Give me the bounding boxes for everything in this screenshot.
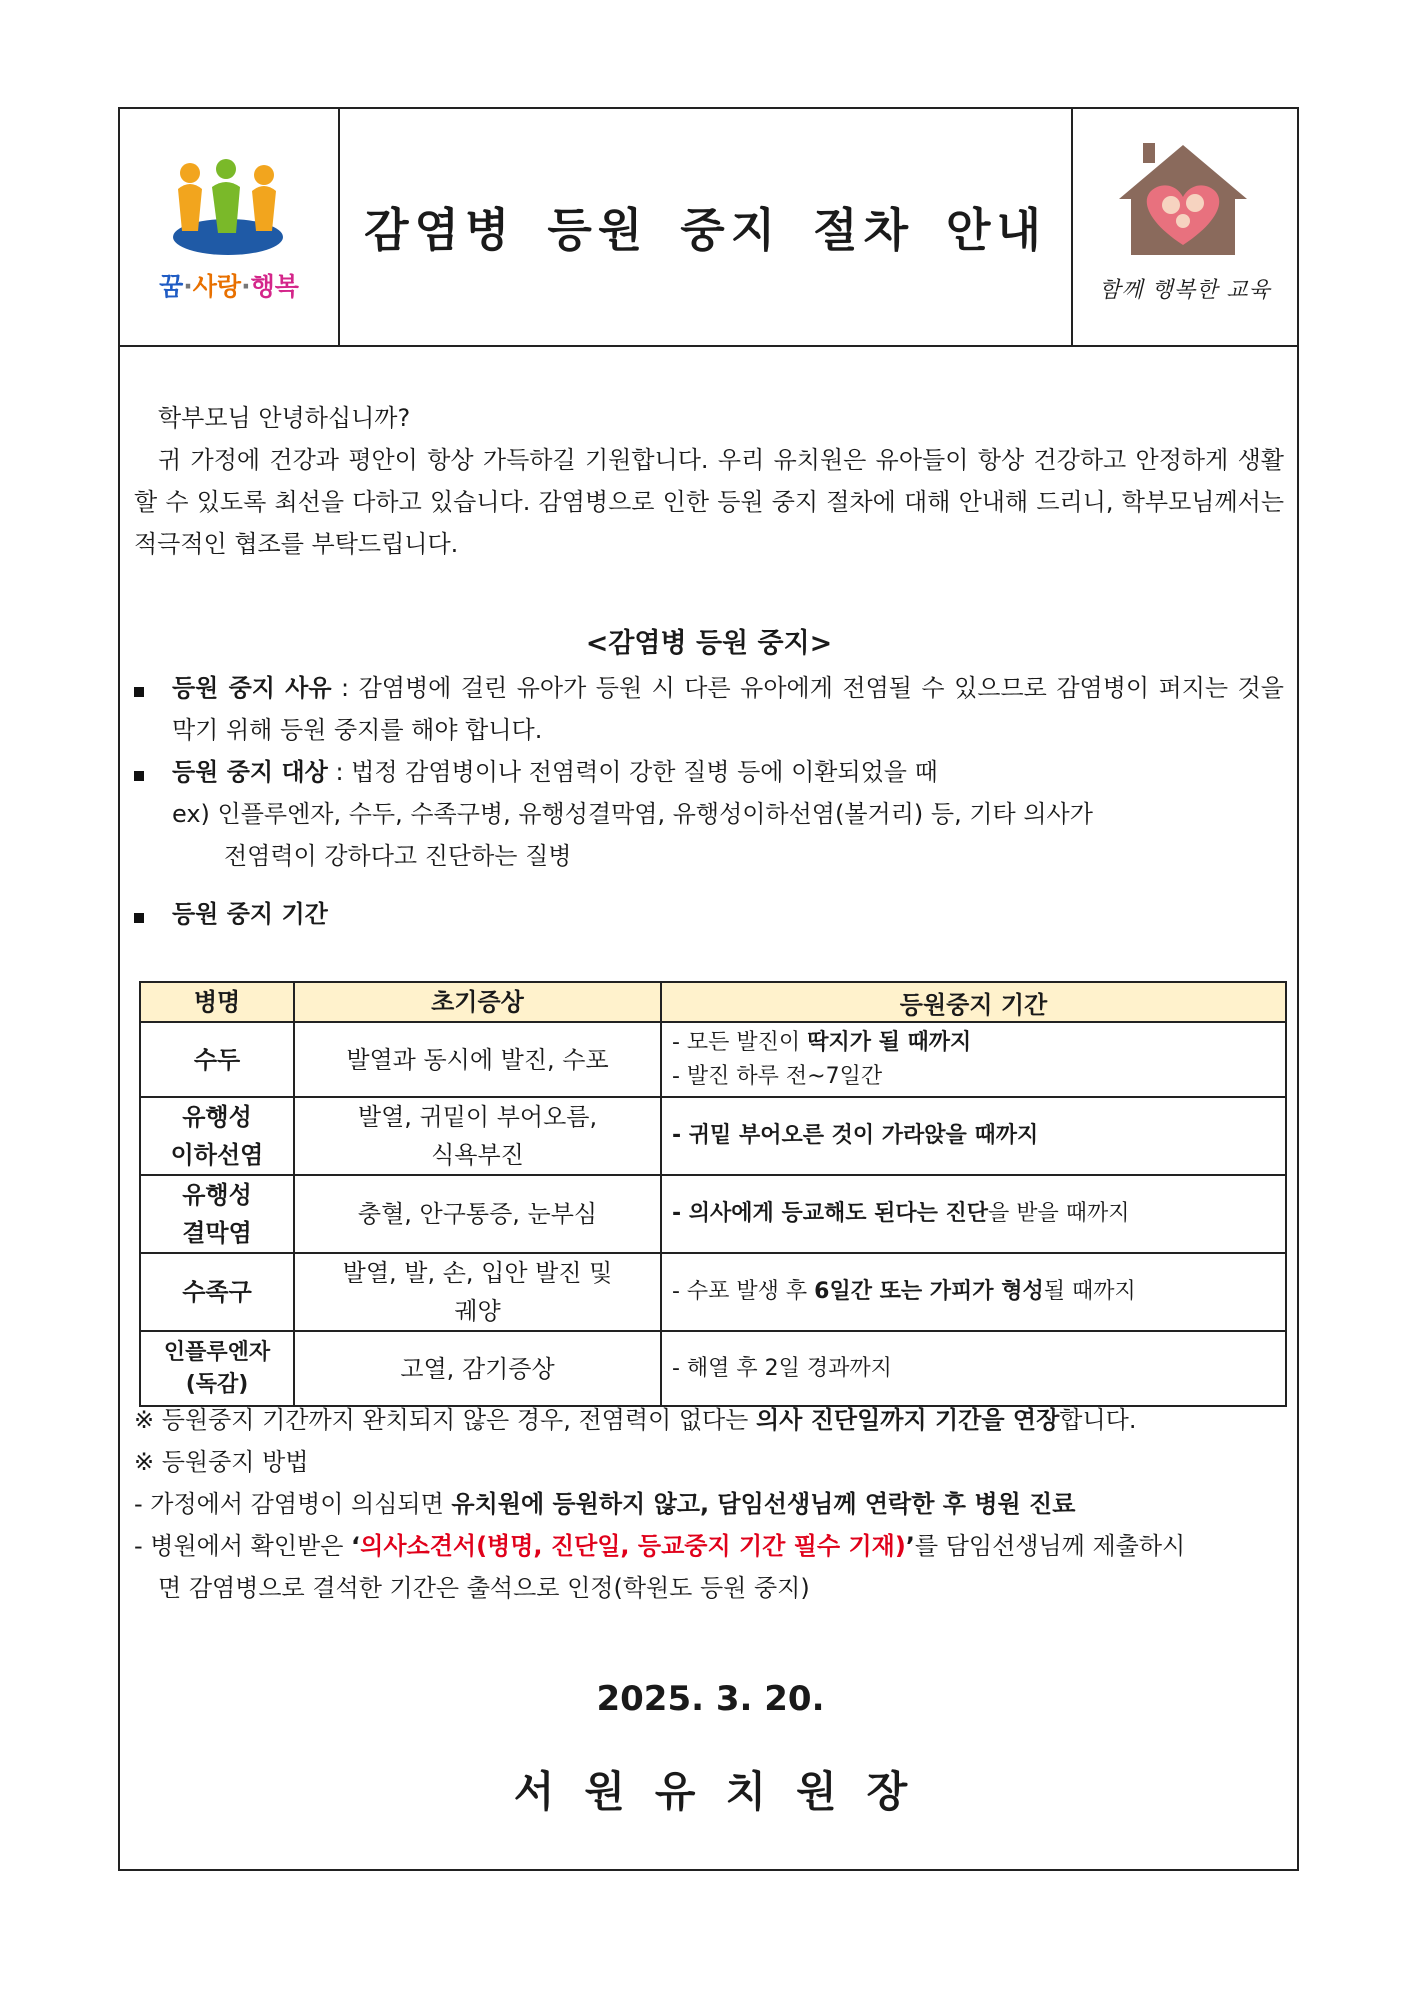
note-quote: ‘ (351, 1532, 361, 1560)
note-text: ※ 등원중지 기간까지 완치되지 않은 경우, 전염력이 없다는 (134, 1406, 756, 1434)
period-bold: - 의사에게 등교해도 된다는 진단 (672, 1201, 989, 1226)
table-row (140, 1331, 1286, 1406)
note-text: 합니다. (1059, 1406, 1137, 1434)
note-extension (134, 1399, 1284, 1441)
table-row (140, 1175, 1286, 1253)
table-header-row (140, 982, 1286, 1022)
note-text: - 가정에서 감염병이 의심되면 (134, 1490, 452, 1518)
page-title: 감염병 등원 중지 절차 안내 (364, 203, 1047, 257)
notes (134, 1399, 1284, 1609)
example-line-1: ex) 인플루엔자, 수두, 수족구병, 유행성결막염, 유행성이하선염(볼거리) 등, 기타 의사가 (172, 800, 1093, 828)
table-header-period: 등원중지 기간 (661, 982, 1286, 1022)
disease-cell: 수족구 (140, 1253, 294, 1331)
period-line (672, 1026, 1285, 1060)
disease-line: (독감) (185, 1371, 249, 1397)
intro-paragraph: 귀 가정에 건강과 평안이 항상 가득하길 기원합니다. 우리 유치원은 유아들이 항상 건강하고 안정하게 생활할 수 있도록 최선을 다하고 있습니다. 감염병으로 인한 등원 중지 절차에 대해 안내해 드리니, 학부모님께서는 적극적인 협조를 부탁드립니다. (134, 446, 1284, 558)
section-title: <감염병 등원 중지> (585, 628, 833, 659)
note-red-text: 의사소견서(병명, 진단일, 등교중지 기간 필수 기재) (360, 1532, 906, 1560)
disease-cell (140, 1175, 294, 1253)
disease-line: 유행성 (182, 1181, 252, 1209)
note-text: - 병원에서 확인받은 (134, 1532, 352, 1560)
symptom-line: 식욕부진 (431, 1141, 524, 1169)
period-bold: 6일간 또는 가피가 형성 (814, 1279, 1044, 1304)
symptom-cell (294, 1097, 661, 1175)
issue-date: 2025. 3. 20. (596, 1679, 825, 1719)
note-method-hospital (134, 1525, 1284, 1567)
period-cell (661, 1097, 1286, 1175)
family-house-icon (1113, 137, 1253, 266)
note-text: 를 담임선생님께 제출하시 (914, 1532, 1186, 1560)
disease-line: 유행성 (182, 1103, 252, 1131)
bullet-icon (134, 913, 148, 927)
motto-part-love: 사랑 (192, 272, 242, 301)
period-cell (661, 1022, 1286, 1097)
symptom-line: 발열, 발, 손, 입안 발진 및 (342, 1259, 613, 1287)
header-emblem-cell (1071, 109, 1297, 345)
target-item (172, 751, 1284, 793)
period-label-text: 등원 중지 기간 (172, 900, 328, 928)
table-header-symptom: 초기증상 (294, 982, 661, 1022)
header-logo-cell (120, 109, 340, 345)
note-method-hospital-cont: 면 감염병으로 결석한 기간은 출석으로 인정(학원도 등원 중지) (158, 1574, 810, 1602)
school-motto (120, 267, 338, 303)
greeting: 학부모님 안녕하십니까? (158, 404, 411, 432)
motto-dot: · (241, 272, 251, 301)
table-row (140, 1097, 1286, 1175)
period-cell: - 해열 후 2일 경과까지 (661, 1331, 1286, 1406)
disease-line: 이하선염 (170, 1141, 264, 1169)
disease-line: 인플루엔자 (163, 1339, 271, 1365)
slogan: 함께 행복한 교육 (1099, 278, 1271, 303)
period-cell (661, 1175, 1286, 1253)
motto-part-dream: 꿈 (159, 272, 184, 301)
symptom-cell: 고열, 감기증상 (294, 1331, 661, 1406)
target-text: : 법정 감염병이나 전염력이 강한 질병 등에 이환되었을 때 (327, 758, 938, 786)
note-bold: 유치원에 등원하지 않고, 담임선생님께 연락한 후 병원 진료 (451, 1490, 1076, 1518)
symptom-line: 궤양 (454, 1297, 501, 1325)
table-row (140, 1253, 1286, 1331)
symptom-cell: 발열과 동시에 발진, 수포 (294, 1022, 661, 1097)
disease-cell: 수두 (140, 1022, 294, 1097)
target-label: 등원 중지 대상 (172, 758, 328, 786)
signature: 서원유치원장 (513, 1767, 938, 1816)
note-quote: ’ (905, 1532, 915, 1560)
document-frame (118, 107, 1299, 1871)
table-row (140, 1022, 1286, 1097)
note-method-title: ※ 등원중지 방법 (134, 1448, 309, 1476)
symptom-cell: 충혈, 안구통증, 눈부심 (294, 1175, 661, 1253)
example-line-2: 전염력이 강하다고 진단하는 질병 (224, 842, 572, 870)
table-header-disease: 병명 (140, 982, 294, 1022)
period-bold: 딱지가 될 때까지 (807, 1029, 972, 1055)
disease-line: 결막염 (182, 1219, 252, 1247)
suspension-table (139, 981, 1287, 1407)
reason-item (172, 667, 1284, 751)
reason-text: : 감염병에 걸린 유아가 등원 시 다른 유아에게 전염될 수 있으므로 감염병이 퍼지는 것을 막기 위해 등원 중지를 해야 합니다. (172, 674, 1284, 744)
bullet-icon (134, 687, 148, 701)
period-line: - 발진 하루 전~7일간 (672, 1063, 883, 1089)
period-text: 을 받을 때까지 (988, 1201, 1130, 1226)
motto-dot: · (183, 272, 193, 301)
school-logo-icon (168, 159, 288, 268)
period-text: 될 때까지 (1043, 1279, 1136, 1304)
note-method-home (134, 1483, 1284, 1525)
period-bold: - 귀밑 부어오른 것이 가라앉을 때까지 (672, 1123, 1039, 1148)
disease-cell (140, 1097, 294, 1175)
period-label (172, 893, 1284, 935)
motto-part-happiness: 행복 (250, 272, 299, 301)
symptom-line: 발열, 귀밑이 부어오름, (357, 1103, 598, 1131)
period-cell (661, 1253, 1286, 1331)
period-text: - 수포 발생 후 (672, 1279, 815, 1304)
symptom-cell (294, 1253, 661, 1331)
reason-label: 등원 중지 사유 (172, 674, 332, 702)
header (120, 109, 1297, 347)
disease-cell (140, 1331, 294, 1406)
bullet-icon (134, 771, 148, 785)
period-text: - 모든 발진이 (672, 1029, 808, 1055)
note-bold: 의사 진단일까지 기간을 연장 (756, 1406, 1060, 1434)
